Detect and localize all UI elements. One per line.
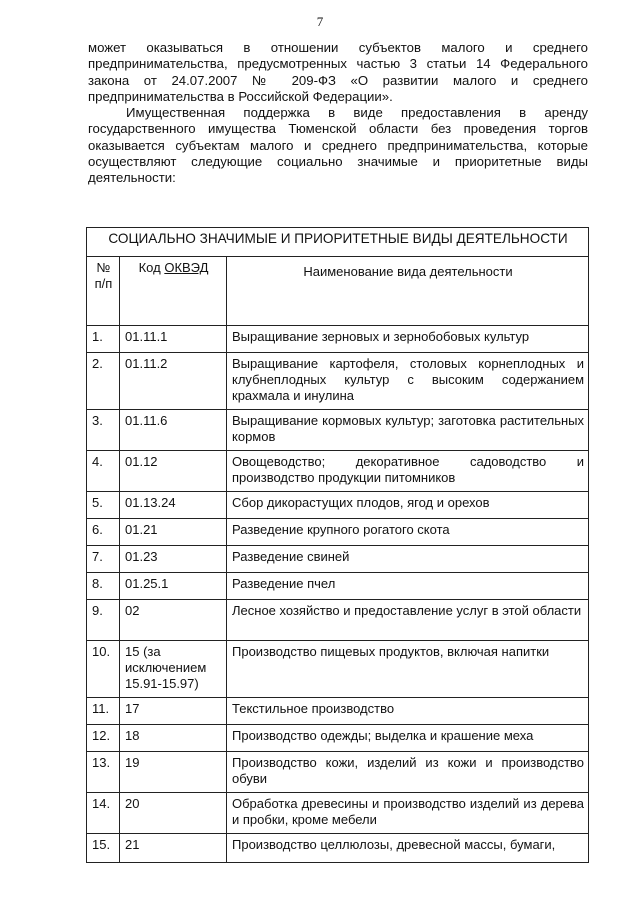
row-name: Разведение крупного рогатого скота	[227, 519, 589, 546]
table-row	[87, 451, 589, 492]
row-code: 01.23	[120, 546, 227, 573]
table-title-row	[87, 228, 589, 257]
row-num: 4.	[87, 451, 120, 492]
row-name: Производство целлюлозы, древесной массы, бумаги,	[227, 834, 589, 863]
header-num: № п/п	[87, 257, 120, 326]
row-name: Лесное хозяйство и предоставление услуг в этой области	[227, 600, 589, 641]
row-code: 20	[120, 793, 227, 834]
row-num: 6.	[87, 519, 120, 546]
row-code: 17	[120, 698, 227, 725]
activities-table	[86, 227, 589, 863]
table-row	[87, 793, 589, 834]
row-num: 1.	[87, 326, 120, 353]
table-row	[87, 834, 589, 863]
row-name: Производство одежды; выделка и крашение меха	[227, 725, 589, 752]
header-code-abbr: ОКВЭД	[164, 260, 209, 275]
table-row	[87, 573, 589, 600]
row-name: Обработка древесины и производство изделий из дерева и пробки, кроме мебели	[227, 793, 589, 834]
row-num: 11.	[87, 698, 120, 725]
table-row	[87, 600, 589, 641]
row-name: Производство пищевых продуктов, включая напитки	[227, 641, 589, 698]
header-name: Наименование вида деятельности	[227, 257, 589, 326]
row-name: Текстильное производство	[227, 698, 589, 725]
row-num: 3.	[87, 410, 120, 451]
row-code: 01.12	[120, 451, 227, 492]
row-name: Разведение свиней	[227, 546, 589, 573]
table-title: СОЦИАЛЬНО ЗНАЧИМЫЕ И ПРИОРИТЕТНЫЕ ВИДЫ ДЕЯТЕЛЬНОСТИ	[87, 228, 589, 257]
row-name: Разведение пчел	[227, 573, 589, 600]
table-row	[87, 752, 589, 793]
row-name: Овощеводство; декоративное садоводство и производство продукции питомников	[227, 451, 589, 492]
table-row	[87, 492, 589, 519]
row-code: 01.11.1	[120, 326, 227, 353]
row-num: 7.	[87, 546, 120, 573]
row-code: 01.21	[120, 519, 227, 546]
row-name: Выращивание зерновых и зернобобовых культур	[227, 326, 589, 353]
row-name: Выращивание картофеля, столовых корнеплодных и клубнеплодных культур с высоким содержанием крахмала и инулина	[227, 353, 589, 410]
row-num: 13.	[87, 752, 120, 793]
table-row	[87, 546, 589, 573]
row-code: 01.25.1	[120, 573, 227, 600]
row-name: Сбор дикорастущих плодов, ягод и орехов	[227, 492, 589, 519]
table-row	[87, 410, 589, 451]
row-code: 15 (за исключением 15.91-15.97)	[120, 641, 227, 698]
body-text	[88, 40, 588, 187]
row-num: 5.	[87, 492, 120, 519]
table-row	[87, 326, 589, 353]
row-code: 01.13.24	[120, 492, 227, 519]
row-num: 9.	[87, 600, 120, 641]
table-row	[87, 725, 589, 752]
row-code: 02	[120, 600, 227, 641]
row-num: 14.	[87, 793, 120, 834]
row-code: 19	[120, 752, 227, 793]
row-num: 8.	[87, 573, 120, 600]
row-name: Выращивание кормовых культур; заготовка растительных кормов	[227, 410, 589, 451]
row-code: 18	[120, 725, 227, 752]
table-row	[87, 519, 589, 546]
row-code: 01.11.6	[120, 410, 227, 451]
header-code	[120, 257, 227, 326]
table-row	[87, 641, 589, 698]
row-num: 12.	[87, 725, 120, 752]
page-number: 7	[316, 14, 324, 29]
row-name: Производство кожи, изделий из кожи и производство обуви	[227, 752, 589, 793]
paragraph-2: Имущественная поддержка в виде предоставления в аренду государственного имущества Тюменской области без проведения торгов оказывается субъектам малого и среднего предпринимательства, которые осуществляют следующие социально значимые и приоритетные виды деятельности:	[88, 105, 588, 186]
table-row	[87, 353, 589, 410]
row-num: 10.	[87, 641, 120, 698]
row-code: 01.11.2	[120, 353, 227, 410]
row-num: 15.	[87, 834, 120, 863]
table-header-row	[87, 257, 589, 326]
table-row	[87, 698, 589, 725]
row-code: 21	[120, 834, 227, 863]
row-num: 2.	[87, 353, 120, 410]
paragraph-1: может оказываться в отношении субъектов малого и среднего предпринимательства, предусмотренных частью 3 статьи 14 Федерального закона от 24.07.2007 № 209-ФЗ «О развитии малого и среднего предпринимательства в Российской Федерации».	[88, 40, 588, 104]
header-code-prefix: Код	[138, 260, 161, 275]
